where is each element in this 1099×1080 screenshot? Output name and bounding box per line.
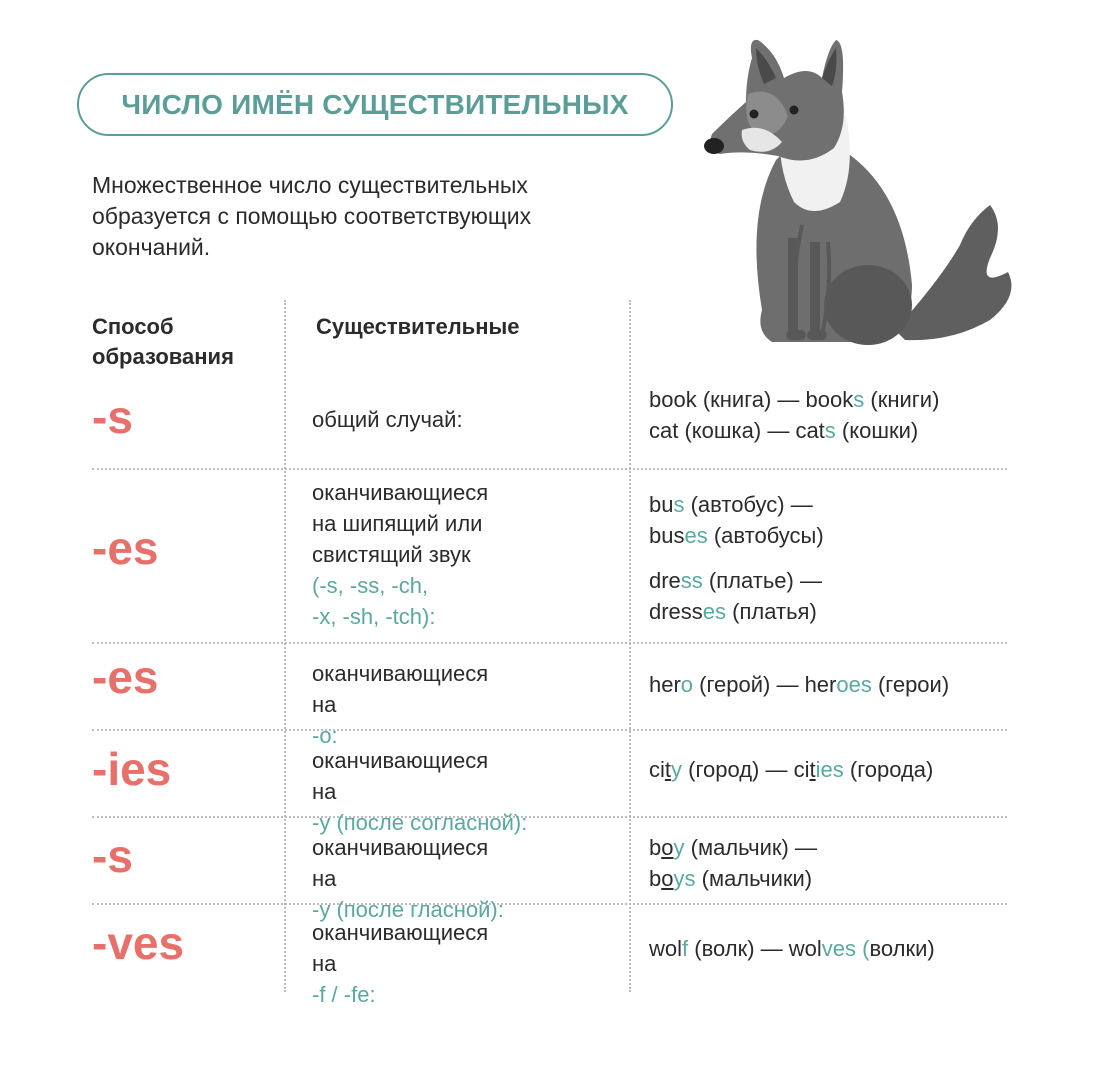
description-line: оканчивающиеся — [312, 835, 489, 860]
suffix-label: -es — [92, 522, 159, 574]
header-nouns — [316, 312, 520, 342]
suffix-label: -s — [92, 830, 133, 882]
example-line: book (книга) — books (книги) — [649, 387, 940, 412]
example-line: bus (автобус) — — [649, 492, 813, 517]
description-line: -x, -sh, -tch): — [312, 604, 436, 629]
row-divider — [92, 642, 1007, 644]
description-line: (-s, -ss, -ch, — [312, 573, 429, 598]
suffix-label: -ves — [92, 917, 185, 969]
header-nouns-line: Существительные — [316, 314, 520, 339]
row-divider — [92, 816, 1007, 818]
example-line: wolf (волк) — wolves (волки) — [649, 936, 935, 961]
intro-line: окончаний. — [92, 234, 211, 260]
header-method-line: образования — [92, 344, 234, 369]
example-line: boys (мальчики) — [649, 866, 813, 891]
row-examples — [649, 489, 824, 627]
example-line: dresses (платья) — [649, 599, 817, 624]
row-examples — [649, 669, 949, 700]
row-examples — [649, 754, 933, 785]
row-description — [312, 917, 488, 1010]
row-examples — [649, 933, 935, 964]
column-divider — [284, 300, 286, 992]
description-line: на -f / -fe: — [312, 951, 376, 1007]
row-divider — [92, 903, 1007, 905]
description-line: на шипящий или — [312, 511, 483, 536]
page-title: ЧИСЛО ИМЁН СУЩЕСТВИТЕЛЬНЫХ — [77, 73, 673, 136]
description-line: на -y (после согласной): — [312, 779, 528, 835]
description-line: оканчивающиеся — [312, 480, 489, 505]
row-divider — [92, 468, 1007, 470]
wolf-illustration — [690, 30, 1030, 360]
row-examples — [649, 832, 817, 894]
suffix-label: -ies — [92, 743, 172, 795]
row-description — [312, 658, 488, 751]
description-line: оканчивающиеся — [312, 661, 489, 686]
intro-line: Множественное число существительных — [92, 172, 528, 198]
description-line: общий случай: — [312, 407, 463, 432]
example-line: buses (автобусы) — [649, 523, 824, 548]
example-line: hero (герой) — heroes (герои) — [649, 672, 950, 697]
description-line: на -y (после гласной): — [312, 866, 504, 922]
description-line: оканчивающиеся — [312, 748, 489, 773]
description-line: свистящий звук — [312, 542, 471, 567]
example-line: city (город) — cities (города) — [649, 757, 934, 782]
row-divider — [92, 729, 1007, 731]
suffix-label: -es — [92, 651, 159, 703]
row-examples — [649, 384, 939, 446]
row-description — [312, 745, 527, 838]
column-divider — [629, 300, 631, 992]
row-description — [312, 832, 504, 925]
row-description — [312, 477, 488, 632]
example-line: boy (мальчик) — — [649, 835, 817, 860]
example-line: cat (кошка) — cats (кошки) — [649, 418, 919, 443]
description-line: на -o: — [312, 692, 338, 748]
row-description — [312, 404, 463, 435]
intro-line: образуется с помощью соответствующих — [92, 203, 532, 229]
header-method-line: Способ — [92, 314, 174, 339]
suffix-label: -s — [92, 391, 133, 443]
example-line: dress (платье) — — [649, 568, 822, 593]
header-method — [92, 312, 234, 372]
description-line: оканчивающиеся — [312, 920, 489, 945]
intro-text — [92, 170, 662, 263]
